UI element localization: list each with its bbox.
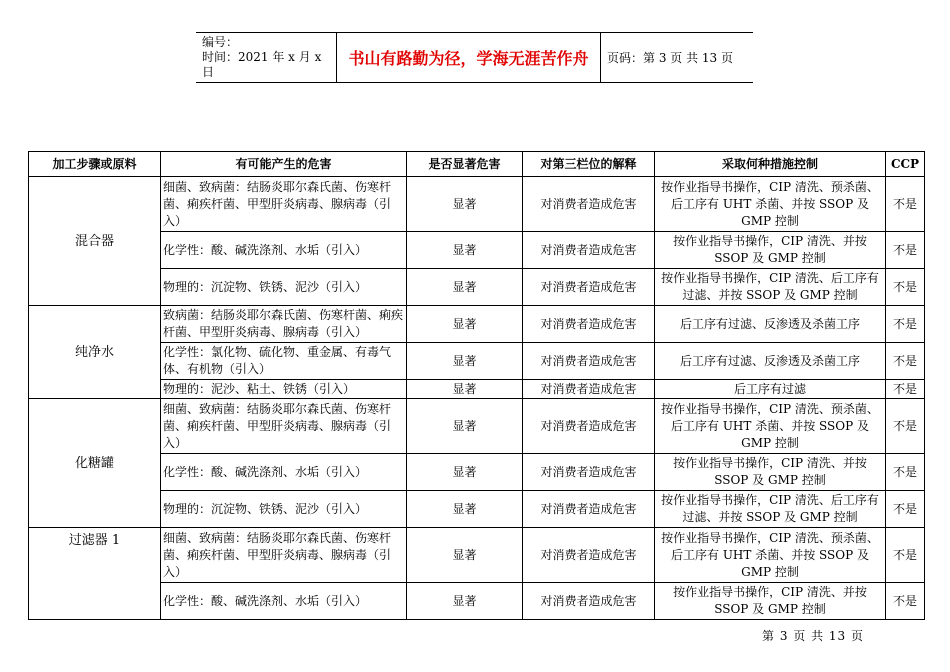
measure-cell: 按作业指导书操作，CIP 清洗、预杀菌、后工序有 UHT 杀菌、并按 SSOP 及 GMP 控制: [655, 528, 886, 583]
measure-cell: 按作业指导书操作，CIP 清洗、后工序有过滤、并按 SSOP 及 GMP 控制: [655, 269, 886, 306]
hazard-analysis-table: [28, 151, 925, 620]
explanation-cell: 对消费者造成危害: [523, 306, 655, 343]
table-row: [29, 491, 925, 528]
ccp-cell: 不是: [886, 269, 925, 306]
explanation-cell: 对消费者造成危害: [523, 380, 655, 399]
table-row: [29, 232, 925, 269]
col-header-ccp: CCP: [886, 152, 925, 177]
header-meta: [196, 33, 337, 82]
hazard-cell: 细菌、致病菌：结肠炎耶尔森氏菌、伤寒杆菌、痢疾杆菌、甲型肝炎病毒、腺病毒（引入）: [161, 528, 407, 583]
document-number: 编号：: [202, 35, 239, 49]
measure-cell: 按作业指导书操作，CIP 清洗、并按 SSOP 及 GMP 控制: [655, 232, 886, 269]
measure-cell: 后工序有过滤、反渗透及杀菌工序: [655, 343, 886, 380]
table-row: [29, 399, 925, 454]
step-cell: 混合器: [29, 177, 161, 306]
explanation-cell: 对消费者造成危害: [523, 269, 655, 306]
ccp-cell: 不是: [886, 491, 925, 528]
header-motto: 书山有路勤为径，学海无涯苦作舟: [337, 33, 601, 82]
ccp-cell: 不是: [886, 343, 925, 380]
table-row: [29, 454, 925, 491]
explanation-cell: 对消费者造成危害: [523, 528, 655, 583]
ccp-cell: 不是: [886, 454, 925, 491]
significant-cell: 显著: [407, 528, 523, 583]
col-header-step: 加工步骤或原料: [29, 152, 161, 177]
explanation-cell: 对消费者造成危害: [523, 583, 655, 620]
col-header-significant: 是否显著危害: [407, 152, 523, 177]
significant-cell: 显著: [407, 380, 523, 399]
hazard-cell: 物理的：沉淀物、铁锈、泥沙（引入）: [161, 269, 407, 306]
significant-cell: 显著: [407, 269, 523, 306]
significant-cell: 显著: [407, 177, 523, 232]
table-row: [29, 306, 925, 343]
table-row: [29, 269, 925, 306]
significant-cell: 显著: [407, 583, 523, 620]
ccp-cell: 不是: [886, 583, 925, 620]
col-header-explanation: 对第三栏位的解释: [523, 152, 655, 177]
measure-cell: 后工序有过滤: [655, 380, 886, 399]
step-cell: 纯净水: [29, 306, 161, 399]
explanation-cell: 对消费者造成危害: [523, 491, 655, 528]
ccp-cell: 不是: [886, 232, 925, 269]
col-header-hazard: 有可能产生的危害: [161, 152, 407, 177]
explanation-cell: 对消费者造成危害: [523, 177, 655, 232]
ccp-cell: 不是: [886, 177, 925, 232]
significant-cell: 显著: [407, 306, 523, 343]
ccp-cell: 不是: [886, 380, 925, 399]
measure-cell: 按作业指导书操作，CIP 清洗、预杀菌、后工序有 UHT 杀菌、并按 SSOP 及 GMP 控制: [655, 177, 886, 232]
hazard-cell: 物理的：泥沙、粘土、铁锈（引入）: [161, 380, 407, 399]
document-header: [196, 32, 753, 83]
table-row: [29, 583, 925, 620]
explanation-cell: 对消费者造成危害: [523, 454, 655, 491]
step-cell: 化糖罐: [29, 399, 161, 528]
ccp-cell: 不是: [886, 306, 925, 343]
table-row: [29, 528, 925, 583]
ccp-cell: 不是: [886, 399, 925, 454]
table-row: [29, 380, 925, 399]
significant-cell: 显著: [407, 343, 523, 380]
page-footer: 第 3 页 共 13 页: [762, 629, 864, 643]
header-page-number: 页码：第 3 页 共 13 页: [607, 51, 733, 65]
explanation-cell: 对消费者造成危害: [523, 343, 655, 380]
measure-cell: 按作业指导书操作，CIP 清洗、并按 SSOP 及 GMP 控制: [655, 454, 886, 491]
explanation-cell: 对消费者造成危害: [523, 232, 655, 269]
significant-cell: 显著: [407, 491, 523, 528]
hazard-cell: 化学性：氯化物、硫化物、重金属、有毒气体、有机物（引入）: [161, 343, 407, 380]
table-row: [29, 177, 925, 232]
table-row: [29, 343, 925, 380]
hazard-cell: 致病菌：结肠炎耶尔森氏菌、伤寒杆菌、痢疾杆菌、甲型肝炎病毒、腺病毒（引入）: [161, 306, 407, 343]
ccp-cell: 不是: [886, 528, 925, 583]
significant-cell: 显著: [407, 399, 523, 454]
table-header-row: [29, 152, 925, 177]
hazard-cell: 细菌、致病菌：结肠炎耶尔森氏菌、伤寒杆菌、痢疾杆菌、甲型肝炎病毒、腺病毒（引入）: [161, 399, 407, 454]
measure-cell: 按作业指导书操作，CIP 清洗、并按 SSOP 及 GMP 控制: [655, 583, 886, 620]
step-cell: 过滤器 1: [29, 528, 161, 620]
hazard-cell: 化学性：酸、碱洗涤剂、水垢（引入）: [161, 583, 407, 620]
document-date: 时间：2021 年 x 月 x 日: [202, 50, 322, 79]
measure-cell: 后工序有过滤、反渗透及杀菌工序: [655, 306, 886, 343]
measure-cell: 按作业指导书操作，CIP 清洗、预杀菌、后工序有 UHT 杀菌、并按 SSOP 及 GMP 控制: [655, 399, 886, 454]
significant-cell: 显著: [407, 232, 523, 269]
hazard-cell: 物理的：沉淀物、铁锈、泥沙（引入）: [161, 491, 407, 528]
col-header-measure: 采取何种措施控制: [655, 152, 886, 177]
measure-cell: 按作业指导书操作，CIP 清洗、后工序有过滤、并按 SSOP 及 GMP 控制: [655, 491, 886, 528]
explanation-cell: 对消费者造成危害: [523, 399, 655, 454]
hazard-cell: 细菌、致病菌：结肠炎耶尔森氏菌、伤寒杆菌、痢疾杆菌、甲型肝炎病毒、腺病毒（引入）: [161, 177, 407, 232]
hazard-cell: 化学性：酸、碱洗涤剂、水垢（引入）: [161, 232, 407, 269]
significant-cell: 显著: [407, 454, 523, 491]
hazard-cell: 化学性：酸、碱洗涤剂、水垢（引入）: [161, 454, 407, 491]
